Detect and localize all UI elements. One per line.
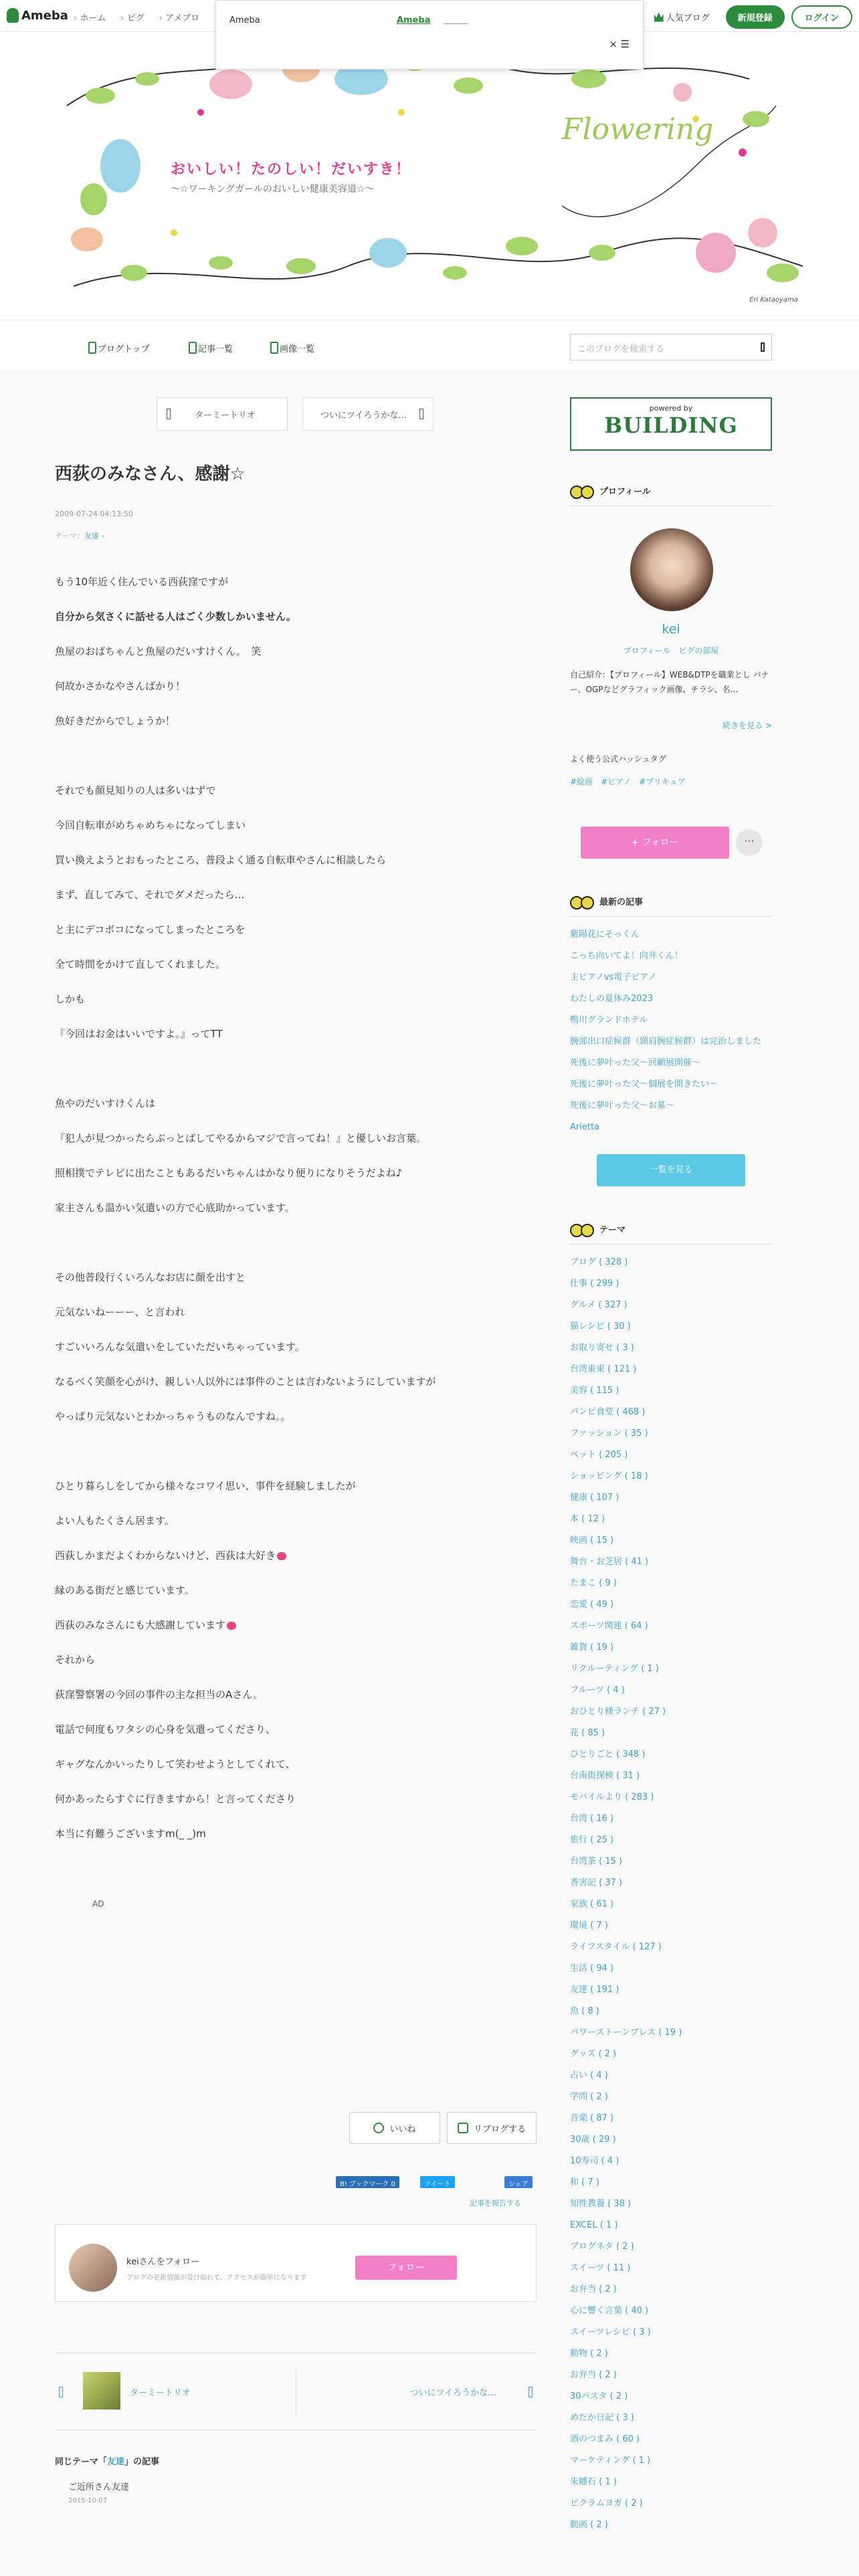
- article-body: [55, 575, 537, 1862]
- theme-link[interactable]: ブログ ( 328 ): [570, 1257, 628, 1267]
- chevron-left-icon[interactable]: [59, 2387, 63, 2397]
- recent-article-link[interactable]: 死後に夢叶った父〜個展を開きたい〜: [570, 1079, 719, 1089]
- popup-underline: [444, 23, 468, 24]
- prev-article-thumbnail[interactable]: [83, 2372, 120, 2409]
- article-date: 2009-07-24 04:13:50: [55, 510, 133, 518]
- theme-heading-label: テーマ: [599, 1224, 626, 1235]
- article-paragraph: 買い換えようとおもったところ、普段よく通る自転車やさんに相談したら: [55, 854, 387, 866]
- theme-link[interactable]: EXCEL ( 1 ): [570, 2220, 618, 2230]
- ameba-logo-text: Ameba: [21, 8, 68, 23]
- article-paragraph: しかも: [55, 993, 86, 1005]
- recent-article-link[interactable]: 鴨川グランドホテル: [570, 1015, 648, 1025]
- theme-link[interactable]: 30歳 ( 29 ): [570, 2135, 616, 2145]
- article-paragraph: と主にデコボコになってしまったところを: [55, 924, 246, 936]
- blog-title[interactable]: おいしい！たのしい！だいすき！: [171, 161, 412, 178]
- article-title[interactable]: 西荻のみなさん、感謝☆: [55, 464, 246, 484]
- article-paragraph: 元気ないねーーー、と言われ: [55, 1306, 185, 1318]
- article-paragraph: 本当に有難うございますm(_ _)m: [55, 1828, 206, 1840]
- theme-link[interactable]: モバイルより ( 283 ): [570, 1792, 654, 1802]
- theme-link[interactable]: スイーツ ( 11 ): [570, 2263, 631, 2273]
- theme-link[interactable]: 心に響く言葉 ( 40 ): [570, 2306, 649, 2316]
- blank-line: [55, 1236, 537, 1249]
- recent-article-link[interactable]: 死後に夢叶った父〜お墓〜: [570, 1101, 675, 1111]
- theme-link[interactable]: 健康 ( 107 ): [570, 1493, 619, 1503]
- theme-link[interactable]: マーケティング ( 1 ): [570, 2456, 651, 2466]
- blog-header: [0, 32, 859, 320]
- article-paragraph: その他普段行くいろんなお店に顔を出すと: [55, 1271, 246, 1283]
- theme-link[interactable]: 友達: [84, 532, 99, 540]
- article-paragraph: 全て時間をかけて直してくれました。: [55, 958, 226, 970]
- theme-link[interactable]: 動画 ( 2 ): [570, 2520, 608, 2530]
- theme-link[interactable]: 旅行 ( 25 ): [570, 1835, 614, 1845]
- crown-icon: [654, 13, 664, 22]
- theme-link[interactable]: 猫レシピ ( 30 ): [570, 1321, 631, 1331]
- theme-link[interactable]: 雑貨 ( 19 ): [570, 1642, 614, 1652]
- article-paragraph: ギャグなんかいったりして笑わせようとしてくれて、: [55, 1758, 296, 1770]
- article-paragraph: まず、直してみて、それでダメだったら…: [55, 889, 245, 901]
- article-paragraph: ひとり暮らしをしてから様々なコワイ思い、事件を経験しましたが: [55, 1480, 356, 1492]
- theme-link[interactable]: パワーストーンブレス ( 19 ): [570, 2028, 682, 2038]
- blank-line: [55, 749, 537, 762]
- flower-illustration: [0, 32, 859, 320]
- theme-link[interactable]: 花 ( 85 ): [570, 1728, 605, 1738]
- theme-link[interactable]: 家族 ( 61 ): [570, 1899, 614, 1909]
- nav-article-list[interactable]: 記事一覧: [189, 342, 233, 354]
- popup-close-icon[interactable]: × ☰: [609, 38, 630, 50]
- login-button[interactable]: ログイン: [791, 5, 852, 29]
- theme-link[interactable]: 知性教養 ( 38 ): [570, 2199, 632, 2209]
- article-paragraph: 家主さんも温かい気遣いの方で心底助かっています。: [55, 1202, 295, 1214]
- cherry-icon: [570, 1220, 594, 1237]
- article-paragraph: 電話で何度もワタシの心身を気遣ってくださり、: [55, 1723, 276, 1735]
- follow-card-description: ブログの更新情報が受け取れて、アクセスが簡単になります: [126, 2274, 307, 2282]
- profile-heading-label: プロフィール: [599, 486, 651, 497]
- theme-link[interactable]: 環境 ( 7 ): [570, 1921, 608, 1931]
- recent-articles-list: [570, 924, 772, 1138]
- heart-emoji-icon: [227, 1622, 236, 1630]
- theme-link[interactable]: グッズ ( 2 ): [570, 2049, 617, 2059]
- follow-card: [55, 2224, 537, 2302]
- article-paragraph: なるべく笑顔を心がけ、親しい人以外には事件のことは言わないようにしていますが: [55, 1376, 436, 1388]
- theme-link[interactable]: めだか日記 ( 3 ): [570, 2413, 634, 2423]
- theme-link[interactable]: ブログネタ ( 2 ): [570, 2242, 634, 2252]
- same-theme-suffix: 」の記事: [124, 2457, 160, 2467]
- next-article-link[interactable]: [302, 397, 434, 431]
- header-actions: [654, 5, 852, 29]
- hashtag-heading: よく使う公式ハッシュタグ: [570, 754, 666, 764]
- article-paragraph: もう10年近く住んでいる西荻窪ですが: [55, 576, 229, 588]
- hashtag[interactable]: #ピアノ: [601, 777, 632, 786]
- article-paragraph: 自分から気さくに話せる人はごく少数しかいません。: [55, 611, 296, 623]
- smile-icon: [373, 2123, 384, 2133]
- building-logo-text: BUILDING: [604, 413, 738, 438]
- prev-article-bottom-link[interactable]: ターミートリオ: [130, 2388, 191, 2398]
- like-label: いいね: [389, 2124, 416, 2135]
- reblog-button[interactable]: [447, 2112, 537, 2144]
- theme-link[interactable]: 学問 ( 2 ): [570, 2092, 608, 2102]
- theme-link[interactable]: 和 ( 7 ): [570, 2177, 599, 2187]
- cherry-icon: [570, 892, 594, 909]
- theme-link[interactable]: 魚 ( 8 ): [570, 2006, 599, 2016]
- hashtag[interactable]: #プリキュア: [639, 777, 686, 786]
- theme-link[interactable]: 10寿司 ( 4 ): [570, 2156, 619, 2166]
- tweet-button[interactable]: ツイート: [420, 2176, 455, 2188]
- theme-link[interactable]: スポーツ関連 ( 64 ): [570, 1621, 648, 1631]
- recent-heading: [570, 892, 772, 917]
- theme-link[interactable]: お弁当 ( 2 ): [570, 2370, 617, 2380]
- profile-intro: 自己紹介：【プロフィール】WEB&DTPを職業とし バナー、OGPなどグラフィック画像、チラシ、名...: [570, 670, 769, 694]
- article-paragraph: 何故かさかなやさんばかり！: [55, 680, 186, 692]
- ad-label: AD: [92, 1899, 104, 1909]
- search-icon[interactable]: [761, 342, 765, 352]
- theme-link[interactable]: ピクラムヨガ ( 2 ): [570, 2498, 643, 2508]
- like-button[interactable]: [349, 2112, 440, 2144]
- theme-link[interactable]: 本 ( 12 ): [570, 1514, 605, 1524]
- next-article-bottom-link[interactable]: ついにツイろうかな…: [409, 2388, 496, 2398]
- building-banner[interactable]: [570, 397, 772, 451]
- nav-pigg[interactable]: › ピグ: [120, 11, 144, 23]
- follow-card-button[interactable]: フォロー: [355, 2256, 457, 2280]
- main-area: [0, 373, 859, 2576]
- powered-by-label: powered by: [649, 404, 693, 413]
- artist-signature: Eri Kataoyama: [749, 296, 798, 304]
- chevron-right-icon[interactable]: [529, 2387, 533, 2397]
- more-options-icon[interactable]: ···: [736, 829, 763, 856]
- theme-link[interactable]: 香害記 ( 37 ): [570, 1878, 623, 1888]
- hashtag[interactable]: #絵画: [570, 777, 593, 786]
- ameba-logo[interactable]: [7, 8, 68, 23]
- theme-link[interactable]: 舞台・お芝居 ( 41 ): [570, 1557, 649, 1567]
- theme-link[interactable]: 仕事 ( 299 ): [570, 1279, 619, 1289]
- report-link[interactable]: 記事を報告する: [470, 2199, 521, 2208]
- profile-name[interactable]: kei: [662, 622, 680, 637]
- blog-search-input[interactable]: [570, 334, 772, 360]
- recent-article-link[interactable]: 腕部出口症候群（頸肩腕症候群）は完治しました: [570, 1037, 762, 1047]
- theme-link[interactable]: お取り寄せ ( 3 ): [570, 1343, 634, 1353]
- chevron-left-icon: [167, 409, 171, 419]
- theme-link[interactable]: 恋愛 ( 49 ): [570, 1600, 614, 1610]
- hatena-bookmark-button[interactable]: B! ブックマーク 0: [336, 2176, 399, 2188]
- theme-link[interactable]: 動物 ( 2 ): [570, 2349, 608, 2359]
- profile-links[interactable]: プロフィール ピグの部屋: [623, 646, 719, 655]
- nav-home[interactable]: › ホーム: [74, 11, 106, 23]
- profile-heading: [570, 481, 772, 506]
- theme-link[interactable]: 美容 ( 115 ): [570, 1386, 619, 1396]
- article-paragraph: 魚やのだいすけくんは: [55, 1097, 156, 1109]
- theme-label: テーマ：: [55, 532, 84, 540]
- article-paragraph: 今回自転車がめちゃめちゃになってしまい: [55, 819, 246, 831]
- blog-nav: [0, 320, 859, 373]
- theme-link[interactable]: 友達 ( 191 ): [570, 1985, 619, 1995]
- theme-link[interactable]: 生活 ( 94 ): [570, 1963, 614, 1973]
- theme-link[interactable]: おひとり様ランチ ( 27 ): [570, 1707, 666, 1717]
- sidebar-follow-button[interactable]: + フォロー: [581, 827, 729, 859]
- theme-link[interactable]: 台湾 ( 16 ): [570, 1814, 614, 1824]
- next-article-title: ついにツイろうかな…: [320, 410, 407, 421]
- article-paragraph: 照相撲でテレビに出たこともあるだいちゃんはかなり便りになりそうだよね♪: [55, 1167, 403, 1179]
- reblog-icon: [458, 2123, 468, 2133]
- theme-link[interactable]: リクルーティング ( 1 ): [570, 1664, 659, 1674]
- profile-avatar[interactable]: [630, 528, 713, 611]
- blank-line: [55, 1444, 537, 1458]
- article-paragraph: 縁のある街だと感じています。: [55, 1584, 195, 1596]
- theme-list: [570, 1252, 772, 2536]
- article-paragraph: すごいいろんな気遣いをしていただいちゃっています。: [55, 1341, 305, 1353]
- facebook-share-button[interactable]: シェア: [504, 2176, 533, 2188]
- theme-link[interactable]: ペット ( 205 ): [570, 1450, 628, 1460]
- header-art-text: Flowering: [562, 112, 714, 146]
- profile-more-link[interactable]: 続きを見る >: [723, 721, 772, 730]
- article-paragraph: 西荻しかまだよくわからないけど、西荻は大好き: [55, 1549, 537, 1562]
- chevron-right-icon: [419, 409, 423, 419]
- ameba-popup: [215, 0, 644, 70]
- nav-ameblo[interactable]: › アメブロ: [159, 11, 200, 23]
- article-paragraph: それから: [55, 1654, 96, 1666]
- ameba-logo-icon: [7, 8, 19, 23]
- reblog-label: リブログする: [473, 2124, 526, 2135]
- prev-article-title: ターミートリオ: [195, 410, 256, 421]
- global-nav: [74, 11, 199, 23]
- theme-link[interactable]: 台湾東東 ( 121 ): [570, 1364, 637, 1374]
- follow-card-title: keiさんをフォロー: [126, 2257, 200, 2267]
- article-paragraph: 何かあったらすぐに行きますから！と言ってくださり: [55, 1793, 296, 1805]
- theme-link[interactable]: 酒のつまみ ( 60 ): [570, 2434, 640, 2444]
- article-paragraph: それでも顔見知りの人は多いはずで: [55, 784, 216, 796]
- theme-link[interactable]: ファッション ( 35 ): [570, 1428, 648, 1438]
- search-placeholder: このブログを検索する: [577, 344, 665, 354]
- theme-link[interactable]: 音楽 ( 87 ): [570, 2113, 614, 2123]
- theme-link[interactable]: 台湾茶 ( 15 ): [570, 1856, 623, 1866]
- theme-link[interactable]: フルーツ ( 4 ): [570, 1685, 625, 1695]
- heart-emoji-icon: [277, 1552, 286, 1560]
- recent-article-link[interactable]: こっち向いてよ！向井くん！: [570, 951, 683, 961]
- blog-description: 〜☆ワーキングガールのおいしい健康美容道☆〜: [171, 184, 375, 195]
- cherry-icon: [570, 481, 594, 499]
- theme-link[interactable]: 台南街探検 ( 31 ): [570, 1771, 640, 1781]
- theme-link[interactable]: 映画 ( 15 ): [570, 1535, 614, 1545]
- article-paragraph: 西荻のみなさんにも大感謝しています: [55, 1618, 537, 1632]
- prev-article-link[interactable]: [157, 397, 288, 431]
- theme-link[interactable]: ライフスタイル ( 127 ): [570, 1942, 662, 1952]
- article-paragraph: 魚屋のおばちゃんと魚屋のだいすけくん。 笑: [55, 645, 262, 657]
- popup-text: Ameba: [229, 15, 260, 25]
- recent-list-button[interactable]: 一覧を見る: [597, 1154, 745, 1186]
- hashtag-list: [570, 776, 686, 787]
- theme-link[interactable]: お弁当 ( 2 ): [570, 2284, 617, 2294]
- popular-blog-label: 人気ブログ: [666, 13, 710, 23]
- recent-heading-label: 最新の記事: [599, 897, 644, 907]
- article-pagination: [55, 2353, 537, 2430]
- article-paragraph: よい人もたくさん居ます。: [55, 1515, 175, 1527]
- theme-link[interactable]: グルメ ( 327 ): [570, 1300, 628, 1310]
- blank-line: [55, 1062, 537, 1075]
- article-paragraph: 『今回はお金はいいですよ。』ってTT: [55, 1028, 223, 1040]
- same-theme-prefix: 同じテーマ「: [55, 2457, 108, 2467]
- article-theme: テーマ：友達 ›: [55, 532, 104, 540]
- same-theme-article-date: 2015-10-07: [68, 2497, 108, 2504]
- popup-link[interactable]: Ameba: [397, 15, 431, 25]
- article-paragraph: 魚好きだからでしょうか！: [55, 715, 175, 727]
- recent-article-link[interactable]: 主ピアノvs電子ピアノ: [570, 972, 657, 982]
- recent-article-link[interactable]: Arietta: [570, 1122, 600, 1132]
- theme-link[interactable]: 朱幡石 ( 1 ): [570, 2477, 617, 2487]
- author-avatar[interactable]: [69, 2244, 117, 2292]
- theme-link[interactable]: たまこ ( 9 ): [570, 1578, 617, 1588]
- theme-link[interactable]: パンピ食堂 ( 468 ): [570, 1407, 646, 1417]
- signup-button[interactable]: 新規登録: [726, 5, 785, 29]
- nav-blog-top[interactable]: ブログトップ: [88, 342, 150, 354]
- article-paragraph: 『犯人が見つかったらぶっとばしてやるからマジで言ってね！』と優しいお言葉。: [55, 1132, 427, 1144]
- popular-blog-link[interactable]: [654, 11, 710, 23]
- theme-link[interactable]: スイーツレシピ ( 3 ): [570, 2327, 651, 2337]
- same-theme-heading: [55, 2454, 159, 2467]
- same-theme-link[interactable]: 友達: [107, 2457, 125, 2467]
- recent-article-link[interactable]: 紫陽花にそっくん: [570, 930, 640, 940]
- theme-link[interactable]: ショッピング ( 18 ): [570, 1471, 648, 1481]
- nav-image-list[interactable]: 画像一覧: [270, 342, 314, 354]
- article-paragraph: 荻窪警察署の今回の事件の主な担当のAさん。: [55, 1689, 264, 1701]
- recent-article-link[interactable]: 死後に夢叶った父〜回顧展開催〜: [570, 1058, 701, 1068]
- theme-link[interactable]: 占い ( 4 ): [570, 2070, 608, 2080]
- theme-link[interactable]: 30パスタ ( 2 ): [570, 2391, 628, 2401]
- recent-article-link[interactable]: わたしの夏休み2023: [570, 994, 654, 1004]
- same-theme-article[interactable]: ご近所さん友達: [68, 2482, 130, 2492]
- theme-link[interactable]: ひとりごと ( 348 ): [570, 1749, 646, 1759]
- article-paragraph: やっぱり元気ないとわかっちゃうものなんですね。。: [55, 1410, 291, 1422]
- theme-heading: [570, 1220, 772, 1245]
